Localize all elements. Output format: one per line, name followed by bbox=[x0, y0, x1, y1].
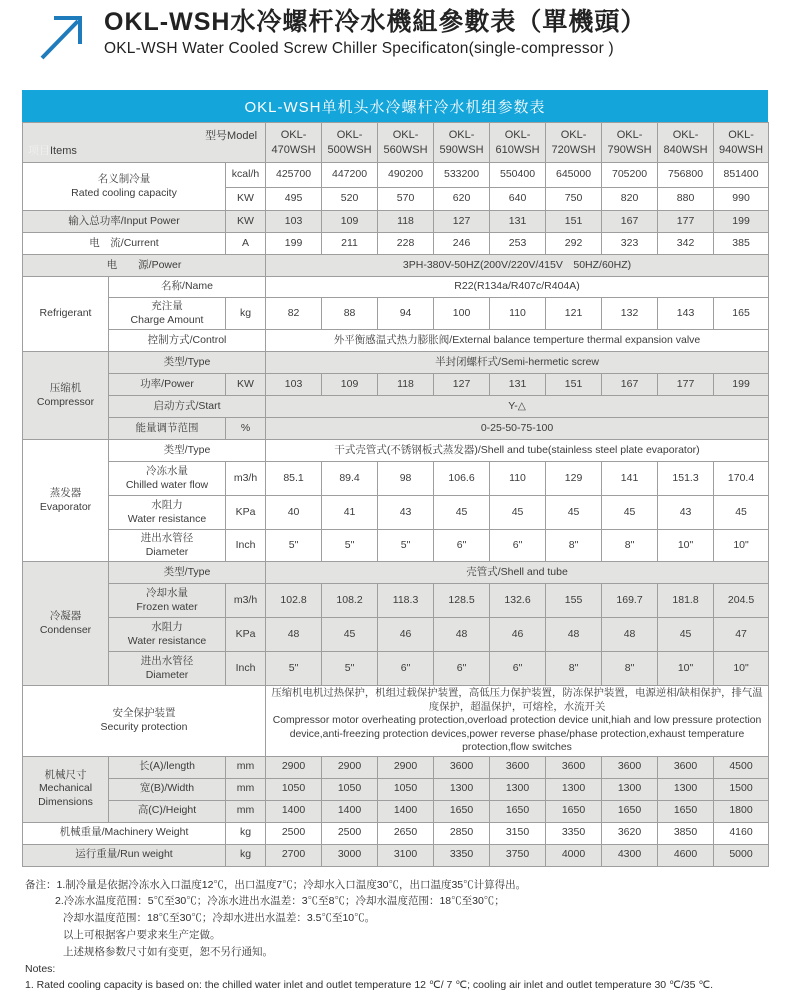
value-cell: 45 bbox=[434, 496, 490, 530]
unit-cell: mm bbox=[226, 800, 266, 822]
model-column-header: OKL- 840WSH bbox=[658, 123, 714, 163]
value-cell: 2900 bbox=[322, 756, 378, 778]
value-cell: 385 bbox=[714, 233, 769, 255]
value-cell: 6" bbox=[490, 530, 546, 562]
value-cell: Y-△ bbox=[266, 396, 769, 418]
model-column-header: OKL- 720WSH bbox=[546, 123, 602, 163]
value-cell: 131 bbox=[490, 374, 546, 396]
arrow-up-right-icon bbox=[34, 10, 92, 64]
value-cell: R22(R134a/R407c/R404A) bbox=[266, 277, 769, 298]
value-cell: 425700 bbox=[266, 163, 322, 188]
value-cell: 3100 bbox=[378, 844, 434, 866]
value-cell: 2900 bbox=[378, 756, 434, 778]
value-cell: 40 bbox=[266, 496, 322, 530]
value-cell: 88 bbox=[322, 298, 378, 330]
value-cell: 143 bbox=[658, 298, 714, 330]
value-cell: 3000 bbox=[322, 844, 378, 866]
value-cell: 1300 bbox=[490, 778, 546, 800]
value-cell: 151 bbox=[546, 374, 602, 396]
row-label-power-supply: 电 源/Power bbox=[23, 255, 266, 277]
value-cell: 533200 bbox=[434, 163, 490, 188]
value-cell: 89.4 bbox=[322, 462, 378, 496]
row-label-frozen-water: 冷却水量 Frozen water bbox=[109, 584, 226, 618]
row-label-security-protection: 安全保护装置 Security protection bbox=[23, 686, 266, 757]
value-cell: 490200 bbox=[378, 163, 434, 188]
value-cell: 98 bbox=[378, 462, 434, 496]
value-cell: 4500 bbox=[714, 756, 769, 778]
value-cell: 181.8 bbox=[658, 584, 714, 618]
unit-cell: kg bbox=[226, 844, 266, 866]
value-cell: 1300 bbox=[658, 778, 714, 800]
value-cell: 5000 bbox=[714, 844, 769, 866]
value-cell: 199 bbox=[714, 374, 769, 396]
value-cell: 43 bbox=[658, 496, 714, 530]
value-cell: 177 bbox=[658, 374, 714, 396]
corner-header-cell bbox=[23, 123, 266, 163]
value-cell: 820 bbox=[602, 188, 658, 211]
value-cell: 85.1 bbox=[266, 462, 322, 496]
value-cell: 1500 bbox=[714, 778, 769, 800]
model-column-header: OKL- 560WSH bbox=[378, 123, 434, 163]
value-cell: 102.8 bbox=[266, 584, 322, 618]
value-cell: 1300 bbox=[434, 778, 490, 800]
value-cell: 204.5 bbox=[714, 584, 769, 618]
value-cell: 1650 bbox=[490, 800, 546, 822]
value-cell: 8" bbox=[546, 530, 602, 562]
value-cell: 4000 bbox=[546, 844, 602, 866]
value-cell: 48 bbox=[546, 618, 602, 652]
value-cell: 43 bbox=[378, 496, 434, 530]
row-label-refrigerant-name: 名称/Name bbox=[109, 277, 266, 298]
value-cell: 10" bbox=[658, 652, 714, 686]
value-cell: 109 bbox=[322, 374, 378, 396]
note-line: 上述规格参数尺寸如有变更，恕不另行通知。 bbox=[63, 945, 273, 958]
value-cell: 1050 bbox=[378, 778, 434, 800]
value-cell: 48 bbox=[266, 618, 322, 652]
value-cell: 3350 bbox=[546, 822, 602, 844]
value-cell: 550400 bbox=[490, 163, 546, 188]
value-cell: 6" bbox=[378, 652, 434, 686]
value-cell: 4300 bbox=[602, 844, 658, 866]
value-cell: 1050 bbox=[322, 778, 378, 800]
value-cell: 127 bbox=[434, 374, 490, 396]
value-cell: 342 bbox=[658, 233, 714, 255]
value-cell: 45 bbox=[490, 496, 546, 530]
value-cell: 45 bbox=[322, 618, 378, 652]
value-cell: 8" bbox=[546, 652, 602, 686]
unit-cell: KW bbox=[226, 211, 266, 233]
value-cell: 620 bbox=[434, 188, 490, 211]
value-cell: 1650 bbox=[602, 800, 658, 822]
value-cell: 10" bbox=[714, 652, 769, 686]
value-cell: 880 bbox=[658, 188, 714, 211]
page-header bbox=[34, 8, 790, 64]
note-line: Notes: bbox=[25, 962, 56, 975]
row-label-evap-diameter: 进出水管径 Diameter bbox=[109, 530, 226, 562]
row-label-chilled-water-flow: 冷冻水量 Chilled water flow bbox=[109, 462, 226, 496]
value-cell: 756800 bbox=[658, 163, 714, 188]
value-cell: 41 bbox=[322, 496, 378, 530]
value-cell: 3PH-380V-50HZ(200V/220V/415V 50HZ/60HZ) bbox=[266, 255, 769, 277]
unit-cell: mm bbox=[226, 778, 266, 800]
value-cell: 167 bbox=[602, 211, 658, 233]
value-cell: 177 bbox=[658, 211, 714, 233]
value-cell: 5" bbox=[266, 652, 322, 686]
value-cell: 151.3 bbox=[658, 462, 714, 496]
value-cell: 2500 bbox=[322, 822, 378, 844]
value-cell: 520 bbox=[322, 188, 378, 211]
group-label-compressor: 压缩机 Compressor bbox=[23, 352, 109, 440]
value-cell: 5" bbox=[322, 652, 378, 686]
model-header-label: 型号Model bbox=[205, 130, 258, 142]
value-cell: 750 bbox=[546, 188, 602, 211]
value-cell: 103 bbox=[266, 211, 322, 233]
unit-cell: KPa bbox=[226, 618, 266, 652]
row-label-run-weight: 运行重量/Run weight bbox=[23, 844, 226, 866]
value-cell: 131 bbox=[490, 211, 546, 233]
group-label-condenser: 冷凝器 Condenser bbox=[23, 562, 109, 686]
value-cell: 110 bbox=[490, 298, 546, 330]
model-column-header: OKL- 790WSH bbox=[602, 123, 658, 163]
value-cell: 94 bbox=[378, 298, 434, 330]
row-label-cond-water-resistance: 水阻力 Water resistance bbox=[109, 618, 226, 652]
value-cell: 106.6 bbox=[434, 462, 490, 496]
value-cell: 211 bbox=[322, 233, 378, 255]
group-label-mechanical-dimensions: 机械尺寸 Mechanical Dimensions bbox=[23, 756, 109, 822]
value-cell: 170.4 bbox=[714, 462, 769, 496]
row-label-control: 控制方式/Control bbox=[109, 330, 266, 352]
row-label-start: 启动方式/Start bbox=[109, 396, 266, 418]
value-cell: 165 bbox=[714, 298, 769, 330]
unit-cell: A bbox=[226, 233, 266, 255]
value-cell: 2850 bbox=[434, 822, 490, 844]
value-cell: 990 bbox=[714, 188, 769, 211]
row-label-height: 高(C)/Height bbox=[109, 800, 226, 822]
value-cell: 132.6 bbox=[490, 584, 546, 618]
value-cell: 1400 bbox=[322, 800, 378, 822]
value-cell: 108.2 bbox=[322, 584, 378, 618]
page-title-en: OKL-WSH Water Cooled Screw Chiller Specificaton(single-compressor ) bbox=[104, 39, 614, 57]
unit-cell: kg bbox=[226, 822, 266, 844]
value-cell: 45 bbox=[602, 496, 658, 530]
model-column-header: OKL- 610WSH bbox=[490, 123, 546, 163]
value-cell: 570 bbox=[378, 188, 434, 211]
unit-cell: KW bbox=[226, 374, 266, 396]
page-title-zh: OKL-WSH水冷螺杆冷水機組參數表（單機頭） bbox=[104, 8, 647, 36]
value-cell: 45 bbox=[714, 496, 769, 530]
value-cell: 169.7 bbox=[602, 584, 658, 618]
value-cell: 82 bbox=[266, 298, 322, 330]
value-cell: 3620 bbox=[602, 822, 658, 844]
row-label-compressor-type: 类型/Type bbox=[109, 352, 266, 374]
value-cell: 45 bbox=[546, 496, 602, 530]
value-cell: 2700 bbox=[266, 844, 322, 866]
value-cell: 292 bbox=[546, 233, 602, 255]
note-line: 备注：1.制冷量是依据冷冻水入口温度12℃，出口温度7℃；冷却水入口温度30℃，出口温度35℃计算得出。 bbox=[25, 878, 527, 891]
value-cell: 10" bbox=[658, 530, 714, 562]
value-cell: 3600 bbox=[434, 756, 490, 778]
row-label-length: 长(A)/length bbox=[109, 756, 226, 778]
value-cell: 851400 bbox=[714, 163, 769, 188]
items-header-label: 项目Items bbox=[28, 144, 77, 157]
model-column-header: OKL- 500WSH bbox=[322, 123, 378, 163]
value-cell: 6" bbox=[434, 530, 490, 562]
value-cell: 1650 bbox=[658, 800, 714, 822]
value-cell: 118 bbox=[378, 211, 434, 233]
note-line: 以上可根据客户要求来生产定做。 bbox=[63, 928, 221, 941]
value-cell: 323 bbox=[602, 233, 658, 255]
value-cell: 48 bbox=[434, 618, 490, 652]
value-cell: 45 bbox=[658, 618, 714, 652]
note-line: 2.冷冻水温度范围：5℃至30℃；冷冻水进出水温差：3℃至8℃；冷却水温度范围：18℃至30℃； bbox=[55, 895, 505, 908]
value-cell: 1300 bbox=[546, 778, 602, 800]
value-cell: 3600 bbox=[490, 756, 546, 778]
row-label-evaporator-type: 类型/Type bbox=[109, 440, 266, 462]
value-cell: 705200 bbox=[602, 163, 658, 188]
value-cell: 2900 bbox=[266, 756, 322, 778]
table-banner: OKL-WSH单机头水冷螺杆冷水机组参数表 bbox=[22, 90, 768, 122]
row-label-energy-range: 能量调节范围 bbox=[109, 418, 226, 440]
value-cell: 1400 bbox=[378, 800, 434, 822]
value-cell: 4160 bbox=[714, 822, 769, 844]
value-cell: 199 bbox=[266, 233, 322, 255]
value-cell: 2650 bbox=[378, 822, 434, 844]
value-cell: 3750 bbox=[490, 844, 546, 866]
value-cell: 447200 bbox=[322, 163, 378, 188]
value-cell: 3600 bbox=[546, 756, 602, 778]
unit-cell: Inch bbox=[226, 530, 266, 562]
value-cell: 132 bbox=[602, 298, 658, 330]
value-cell: 155 bbox=[546, 584, 602, 618]
value-cell: 5" bbox=[266, 530, 322, 562]
unit-cell: KPa bbox=[226, 496, 266, 530]
value-cell: 3600 bbox=[658, 756, 714, 778]
unit-cell: kg bbox=[226, 298, 266, 330]
row-label-rated-cooling-capacity: 名义制冷量 Rated cooling capacity bbox=[23, 163, 226, 211]
value-cell: 151 bbox=[546, 211, 602, 233]
value-cell: 640 bbox=[490, 188, 546, 211]
unit-cell: Inch bbox=[226, 652, 266, 686]
value-cell: 1800 bbox=[714, 800, 769, 822]
value-cell: 118.3 bbox=[378, 584, 434, 618]
value-cell: 3850 bbox=[658, 822, 714, 844]
value-cell: 121 bbox=[546, 298, 602, 330]
value-cell: 109 bbox=[322, 211, 378, 233]
security-protection-text: 压缩机电机过热保护，机组过载保护装置，高低压力保护装置，防冻保护装置，电源逆相/缺相保护，排气温度保护，超温保护，可熔栓，水流开关 Compressor motor overheating protection,overload protection device unit,hiah and low pressure protection device,anti-freezing protection devices,power reverse phase/phase protection,exhaust temperature protection,flow switches bbox=[266, 686, 769, 757]
row-label-width: 宽(B)/Width bbox=[109, 778, 226, 800]
group-label-refrigerant: Refrigerant bbox=[23, 277, 109, 352]
value-cell: 2500 bbox=[266, 822, 322, 844]
unit-cell: m3/h bbox=[226, 584, 266, 618]
value-cell: 167 bbox=[602, 374, 658, 396]
unit-cell: m3/h bbox=[226, 462, 266, 496]
value-cell: 246 bbox=[434, 233, 490, 255]
value-cell: 1050 bbox=[266, 778, 322, 800]
value-cell: 4600 bbox=[658, 844, 714, 866]
model-column-header: OKL- 590WSH bbox=[434, 123, 490, 163]
value-cell: 46 bbox=[490, 618, 546, 652]
value-cell: 半封闭螺杆式/Semi-hermetic screw bbox=[266, 352, 769, 374]
value-cell: 118 bbox=[378, 374, 434, 396]
value-cell: 1650 bbox=[546, 800, 602, 822]
note-line: 1. Rated cooling capacity is based on: the chilled water inlet and outlet temperature 12 ℃/ 7 ℃; cooling air inlet and outlet temperature 30 ℃/35 ℃. bbox=[25, 979, 714, 992]
value-cell: 10" bbox=[714, 530, 769, 562]
value-cell: 48 bbox=[602, 618, 658, 652]
value-cell: 6" bbox=[434, 652, 490, 686]
value-cell: 5" bbox=[378, 530, 434, 562]
row-label-input-power: 输入总功率/Input Power bbox=[23, 211, 226, 233]
value-cell: 199 bbox=[714, 211, 769, 233]
value-cell: 3150 bbox=[490, 822, 546, 844]
value-cell: 46 bbox=[378, 618, 434, 652]
value-cell: 103 bbox=[266, 374, 322, 396]
value-cell: 8" bbox=[602, 530, 658, 562]
notes-block bbox=[25, 877, 765, 994]
value-cell: 干式壳管式(不锈钢板式蒸发器)/Shell and tube(stainless steel plate evaporator) bbox=[266, 440, 769, 462]
spec-table bbox=[22, 122, 769, 867]
value-cell: 100 bbox=[434, 298, 490, 330]
value-cell: 645000 bbox=[546, 163, 602, 188]
row-label-compressor-power: 功率/Power bbox=[109, 374, 226, 396]
note-line: 冷却水温度范围：18℃至30℃；冷却水进出水温差：3.5℃至10℃。 bbox=[63, 912, 376, 925]
row-label-charge-amount: 充注量 Charge Amount bbox=[109, 298, 226, 330]
value-cell: 壳管式/Shell and tube bbox=[266, 562, 769, 584]
unit-cell: KW bbox=[226, 188, 266, 211]
value-cell: 1400 bbox=[266, 800, 322, 822]
value-cell: 外平衡感温式热力膨胀阀/External balance temperture thermal expansion valve bbox=[266, 330, 769, 352]
row-label-cond-diameter: 进出水管径 Diameter bbox=[109, 652, 226, 686]
value-cell: 5" bbox=[322, 530, 378, 562]
value-cell: 495 bbox=[266, 188, 322, 211]
value-cell: 110 bbox=[490, 462, 546, 496]
value-cell: 141 bbox=[602, 462, 658, 496]
value-cell: 228 bbox=[378, 233, 434, 255]
value-cell: 47 bbox=[714, 618, 769, 652]
row-label-current: 电 流/Current bbox=[23, 233, 226, 255]
model-column-header: OKL- 470WSH bbox=[266, 123, 322, 163]
value-cell: 1650 bbox=[434, 800, 490, 822]
unit-cell: % bbox=[226, 418, 266, 440]
value-cell: 128.5 bbox=[434, 584, 490, 618]
value-cell: 3600 bbox=[602, 756, 658, 778]
value-cell: 1300 bbox=[602, 778, 658, 800]
value-cell: 129 bbox=[546, 462, 602, 496]
unit-cell: kcal/h bbox=[226, 163, 266, 188]
group-label-evaporator: 蒸发器 Evaporator bbox=[23, 440, 109, 562]
unit-cell: mm bbox=[226, 756, 266, 778]
row-label-condenser-type: 类型/Type bbox=[109, 562, 266, 584]
value-cell: 6" bbox=[490, 652, 546, 686]
value-cell: 253 bbox=[490, 233, 546, 255]
model-column-header: OKL- 940WSH bbox=[714, 123, 769, 163]
value-cell: 127 bbox=[434, 211, 490, 233]
value-cell: 8" bbox=[602, 652, 658, 686]
row-label-machinery-weight: 机械重量/Machinery Weight bbox=[23, 822, 226, 844]
value-cell: 0-25-50-75-100 bbox=[266, 418, 769, 440]
value-cell: 3350 bbox=[434, 844, 490, 866]
row-label-evap-water-resistance: 水阻力 Water resistance bbox=[109, 496, 226, 530]
